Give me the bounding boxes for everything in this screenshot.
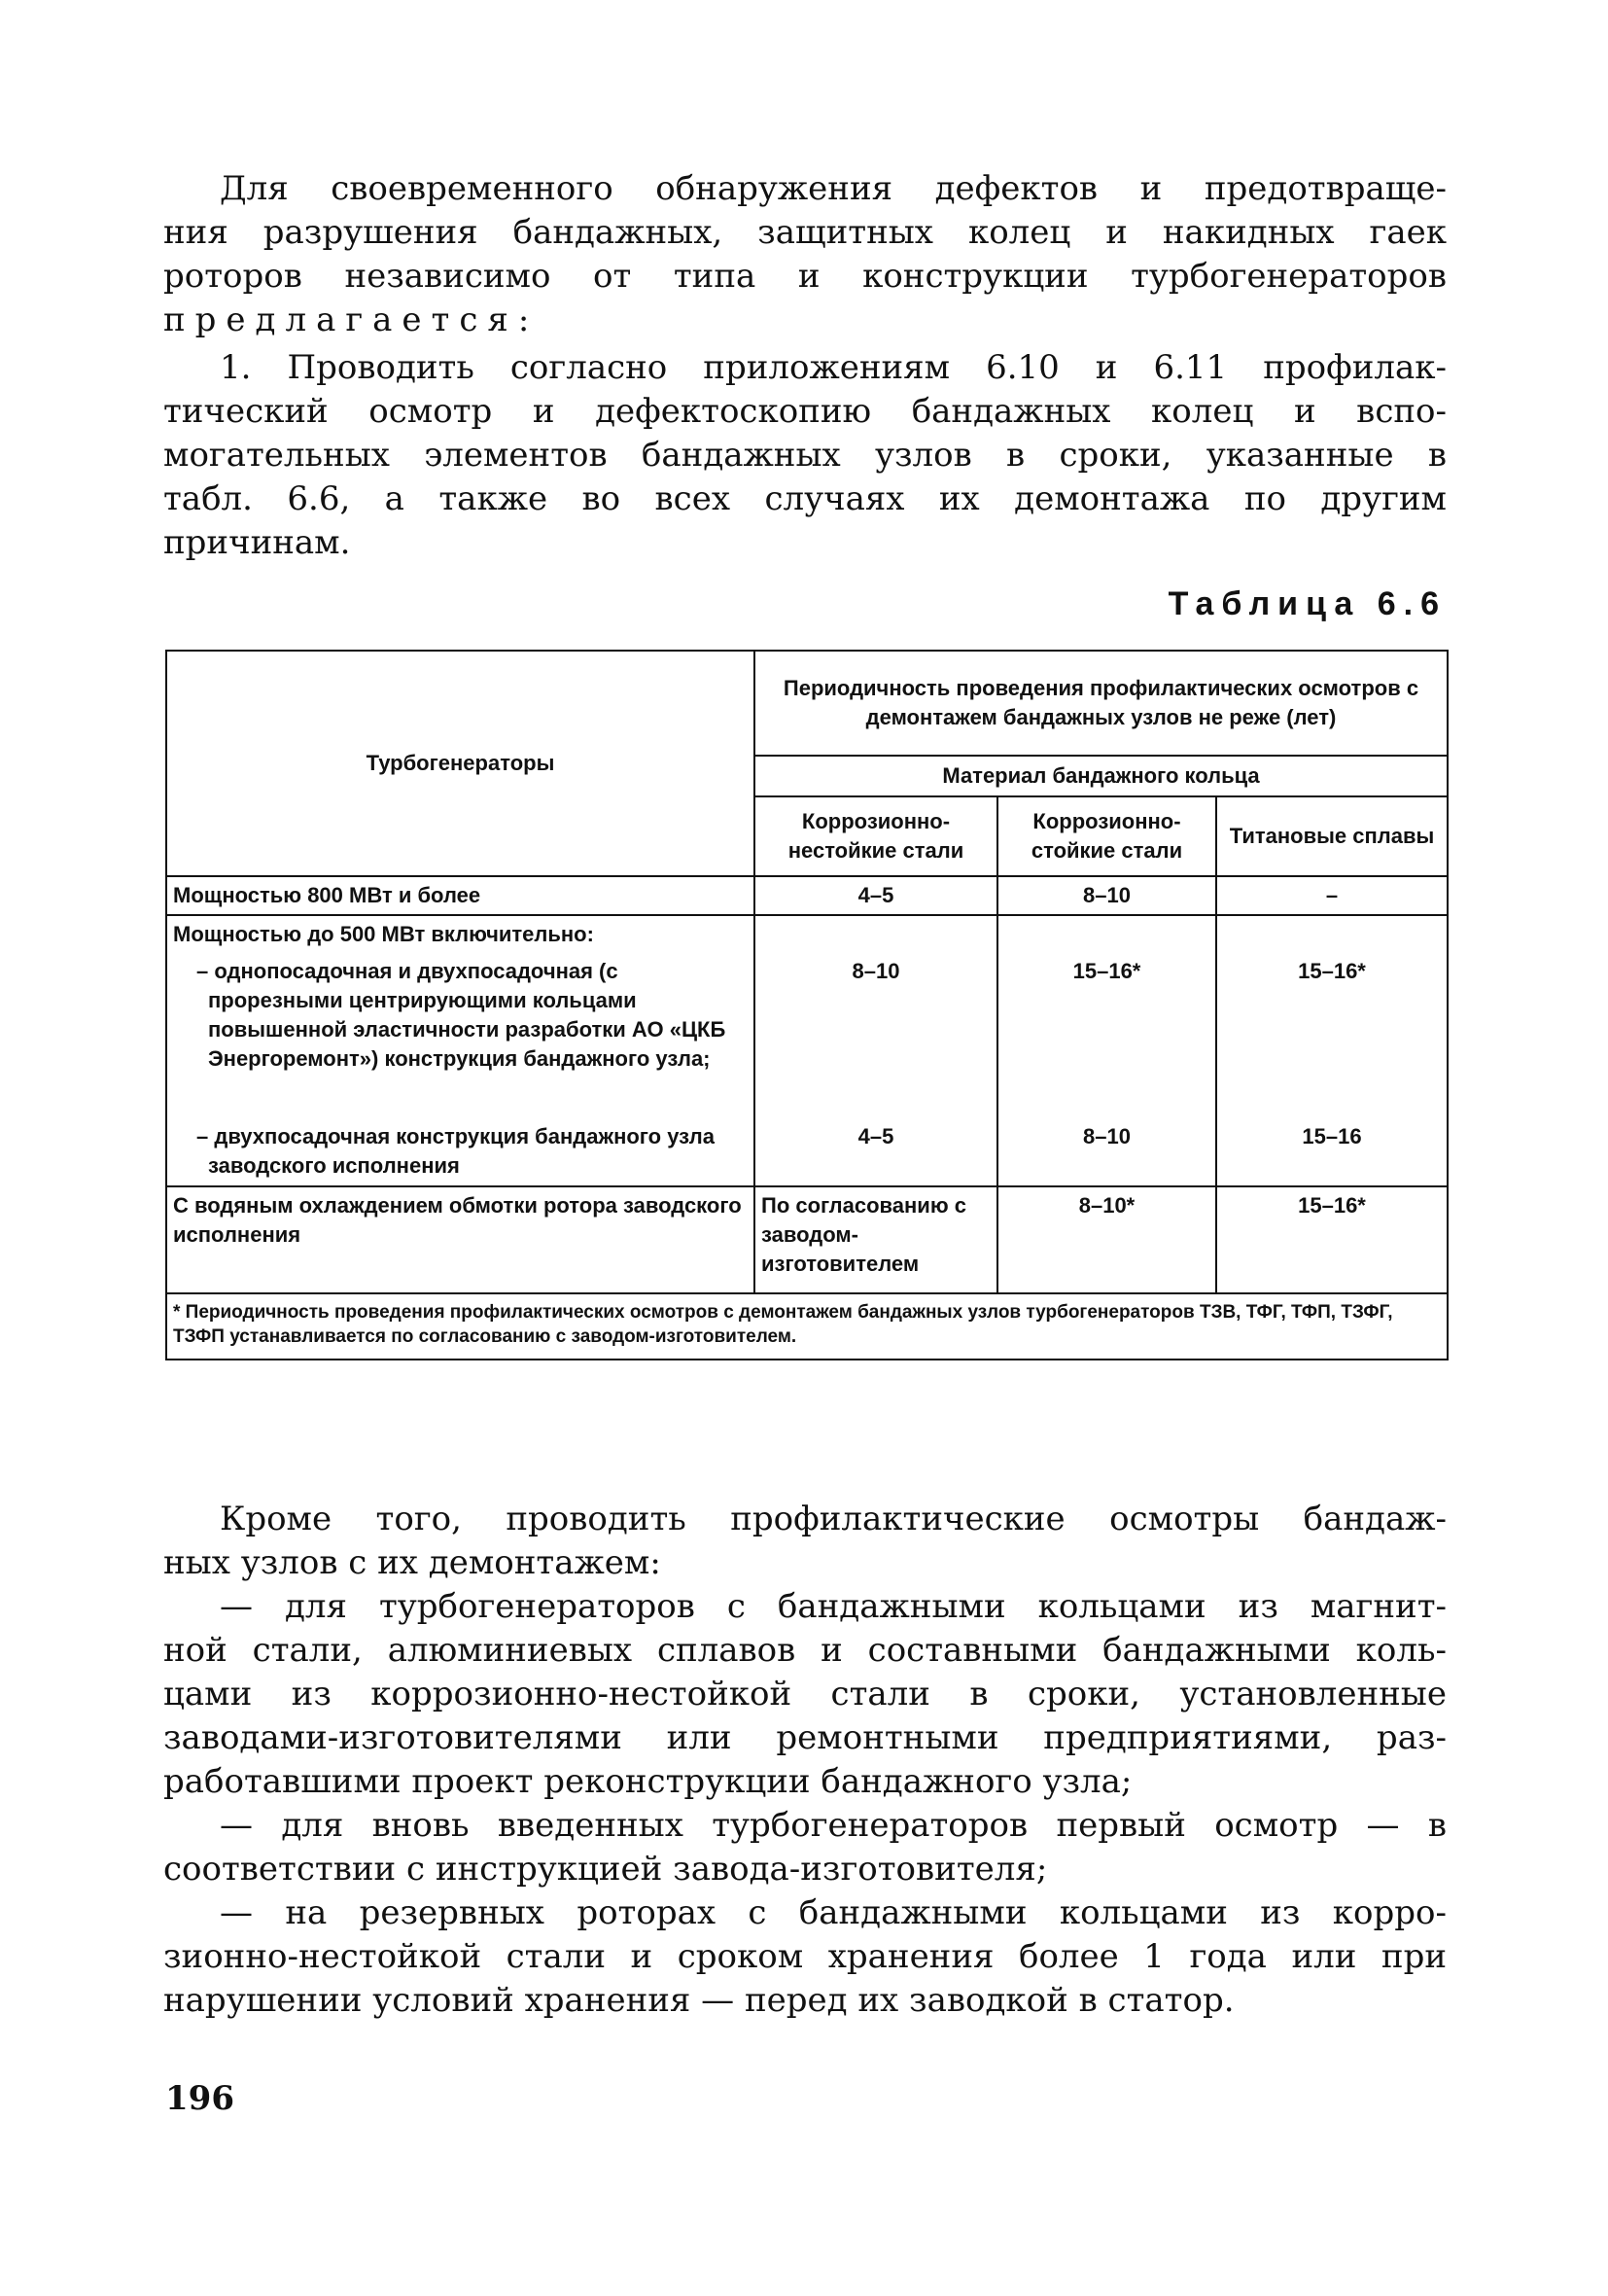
text-line: соответствии с инструкцией завода-изготовителя;: [163, 1850, 1048, 1889]
text-line: — для турбогенераторов с бандажными кольцами из магнит-: [220, 1587, 1447, 1626]
cell-value: 4–5: [754, 1118, 997, 1186]
text-line: предлагается:: [163, 300, 540, 339]
table-footnote: * Периодичность проведения профилактических осмотров с демонтажем бандажных узлов турбогенераторов ТЗВ, ТФГ, ТФП, ТЗФГ, ТЗФП устанавливается по согласованию с заводом-изготовителем.: [166, 1293, 1448, 1360]
header-titanium: Титановые сплавы: [1216, 796, 1448, 876]
list-item-1: [163, 346, 1447, 565]
header-turbogenerators: Турбогенераторы: [166, 651, 754, 876]
text-line: причинам.: [163, 523, 351, 562]
row-name: – однопосадочная и двухпосадочная (с прорезными центрирующими кольцами повышенной эластичности разработки АО «ЦКБ Энергоремонт») конструкция бандажного узла;: [166, 953, 754, 1118]
cell-value: 15–16*: [1216, 953, 1448, 1118]
text-line: табл. 6.6, а также во всех случаях их демонтажа по другим: [163, 479, 1447, 518]
header-periodicity: Периодичность проведения профилактических осмотров с демонтажем бандажных узлов не реже (лет): [754, 651, 1448, 756]
cell-value: –: [1216, 876, 1448, 915]
row-name: – двухпосадочная конструкция бандажного узла заводского исполнения: [166, 1118, 754, 1186]
table-row: [166, 876, 1448, 915]
text-line: роторов независимо от типа и конструкции турбогенераторов: [163, 257, 1447, 296]
text-line: тический осмотр и дефектоскопию бандажных колец и вспо-: [163, 392, 1447, 431]
text-line: ных узлов с их демонтажем:: [163, 1543, 661, 1582]
text-line: — для вновь введенных турбогенераторов первый осмотр — в: [220, 1806, 1447, 1845]
cell-value: 15–16: [1216, 1118, 1448, 1186]
row-name: Мощностью до 500 МВт включительно:: [166, 915, 754, 953]
cell-value: 4–5: [754, 876, 997, 915]
table-caption: Таблица 6.6: [1168, 585, 1447, 622]
text-line: — на резервных роторах с бандажными кольцами из корро-: [220, 1893, 1447, 1932]
header-corrosion-resistant: Коррозионно-стойкие стали: [997, 796, 1216, 876]
text-line: 1. Проводить согласно приложениям 6.10 и 6.11 профилак-: [220, 348, 1447, 387]
table-row: [166, 1186, 1448, 1293]
cell-value: 8–10: [997, 1118, 1216, 1186]
text-line: цами из коррозионно-нестойкой стали в сроки, установленные: [163, 1675, 1447, 1713]
header-material: Материал бандажного кольца: [754, 756, 1448, 796]
text-line: ной стали, алюминиевых сплавов и составными бандажными коль-: [163, 1631, 1447, 1670]
text-line: заводами-изготовителями или ремонтными предприятиями, раз-: [163, 1718, 1447, 1757]
cell-value: По согласованию с заводом-изготовителем: [754, 1186, 997, 1293]
cell-value: 8–10: [754, 953, 997, 1118]
intro-paragraph: [163, 167, 1447, 342]
table-row: [166, 1118, 1448, 1186]
text-line: могательных элементов бандажных узлов в сроки, указанные в: [163, 436, 1447, 475]
text-line: Кроме того, проводить профилактические осмотры бандаж-: [220, 1500, 1447, 1538]
text-line: зионно-нестойкой стали и сроком хранения более 1 года или при: [163, 1937, 1447, 1976]
page-number: 196: [165, 2079, 234, 2118]
text-line: ния разрушения бандажных, защитных колец и накидных гаек: [163, 213, 1447, 252]
text-line: Для своевременного обнаружения дефектов и предотвраще-: [220, 169, 1447, 208]
periodicity-table: [165, 650, 1449, 1360]
cell-value: 8–10: [997, 876, 1216, 915]
text-line: нарушении условий хранения — перед их заводкой в статор.: [163, 1981, 1235, 2020]
after-table-text: [163, 1498, 1447, 2023]
header-corrosion-unstable: Коррозионно-нестойкие стали: [754, 796, 997, 876]
table-footnote-row: [166, 1293, 1448, 1360]
row-name: С водяным охлаждением обмотки ротора заводского исполнения: [166, 1186, 754, 1293]
row-name: Мощностью 800 МВт и более: [166, 876, 754, 915]
cell-value: 15–16*: [1216, 1186, 1448, 1293]
cell-value: 8–10*: [997, 1186, 1216, 1293]
table-row: [166, 915, 1448, 953]
cell-value: 15–16*: [997, 953, 1216, 1118]
table-row: [166, 953, 1448, 1118]
text-line: работавшими проект реконструкции бандажного узла;: [163, 1762, 1133, 1801]
